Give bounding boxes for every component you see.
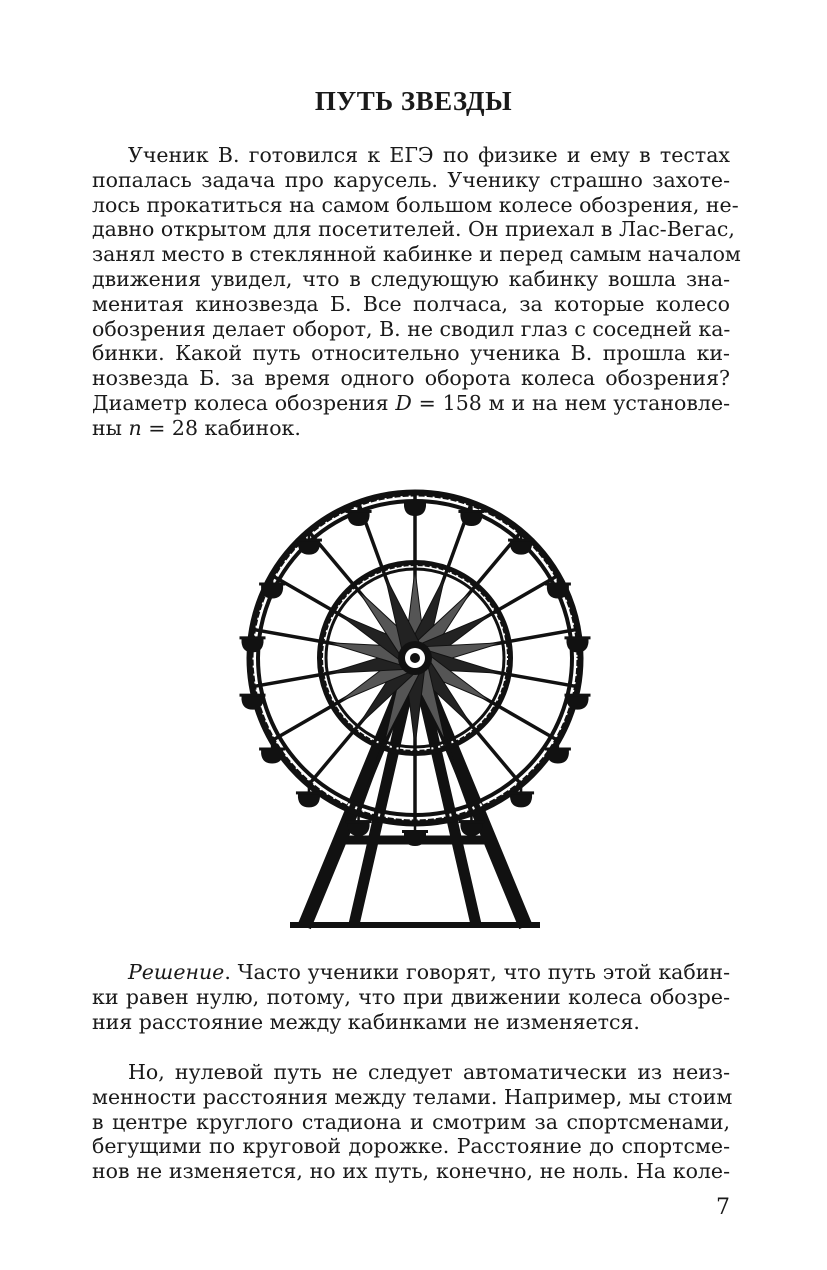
text-line: [92, 391, 730, 416]
text-line: занял место в стеклянной кабинке и перед самым началом: [92, 242, 741, 267]
text-line: давно открытом для посетителей. Он приехал в Лас-Вегас,: [92, 217, 735, 242]
solution-label: Решение: [128, 960, 225, 984]
text-line: нов не изменяется, но их путь, конечно, не ноль. На коле-: [92, 1159, 730, 1184]
ferris-wheel-illustration: [215, 480, 615, 935]
text-line: нозвезда Б. за время одного оборота колеса обозрения?: [92, 366, 730, 391]
text-line: ния расстояние между кабинками не изменяется.: [92, 1009, 640, 1034]
text-segment: ны: [92, 415, 129, 440]
text-segment: = 28 кабинок.: [141, 415, 301, 440]
text-line: менитая кинозвезда Б. Все полчаса, за которые колесо: [92, 291, 730, 316]
text-line: бегущими по круговой дорожке. Расстояние до спортсме-: [92, 1134, 730, 1159]
text-segment: Диаметр колеса обозрения: [92, 390, 396, 415]
text-segment: . Часто ученики говорят, что путь этой кабин-: [224, 960, 730, 984]
wheel-hub: [398, 641, 432, 675]
page-number: 7: [716, 1195, 730, 1220]
body-paragraph: [92, 1060, 733, 1184]
text-line: в центре круглого стадиона и смотрим за спортсменами,: [92, 1109, 730, 1134]
text-line: лось прокатиться на самом большом колесе обозрения, не-: [92, 192, 739, 217]
text-line: [92, 416, 730, 441]
variable-n: n: [128, 415, 142, 440]
solution-paragraph: [92, 960, 730, 1034]
text-line: Ученик В. готовился к ЕГЭ по физике и ему в тестах: [128, 143, 730, 167]
text-line: ки равен нулю, потому, что при движении колеса обозре-: [92, 984, 730, 1009]
text-line: бинки. Какой путь относительно ученика В. прошла ки-: [92, 341, 730, 366]
text-line: Но, нулевой путь не следует автоматически из неиз-: [128, 1060, 730, 1084]
variable-d: D: [395, 390, 412, 415]
text-line: менности расстояния между телами. Например, мы стоим: [92, 1084, 733, 1109]
text-line: [92, 960, 730, 985]
text-line: обозрения делает оборот, В. не сводил глаз с соседней ка-: [92, 316, 731, 341]
text-line: попалась задача про карусель. Ученику страшно захоте-: [92, 167, 730, 192]
text-line: движения увидел, что в следующую кабинку вошла зна-: [92, 266, 730, 291]
problem-paragraph: [92, 143, 741, 441]
text-segment: = 158 м и на нем установле-: [411, 390, 731, 415]
page-title: ПУТЬ ЗВЕЗДЫ: [314, 86, 513, 116]
